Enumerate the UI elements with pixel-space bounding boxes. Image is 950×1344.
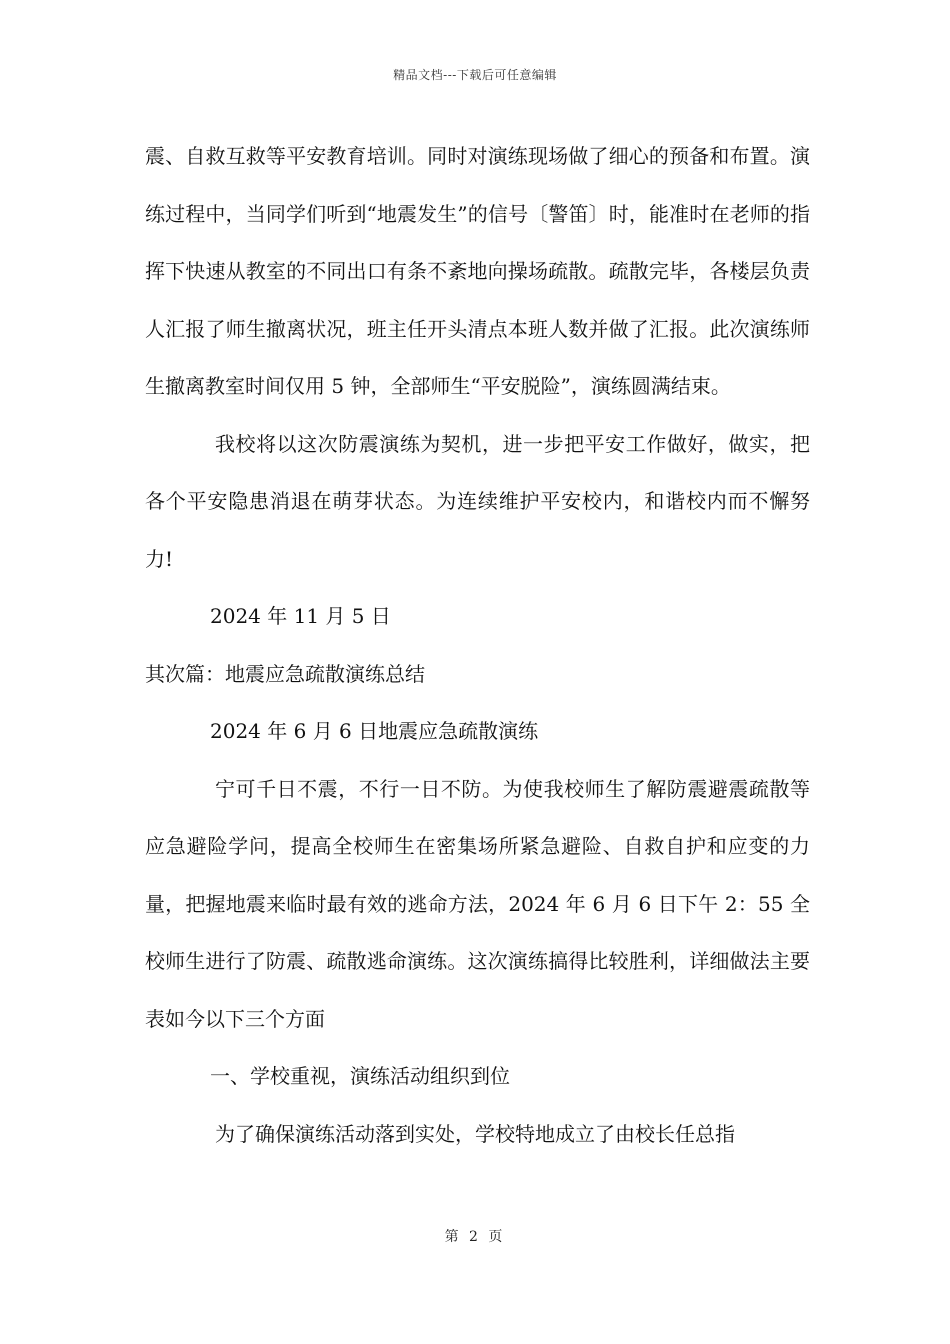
paragraph-organization: 为了确保演练活动落到实处，学校特地成立了由校长任总指 xyxy=(215,1121,735,1146)
paragraph-date: 2024 年 11 月 5 日 xyxy=(210,604,391,628)
document-body xyxy=(145,128,810,1163)
page-header: 精品文档---下载后可任意编辑 xyxy=(393,68,557,82)
section-heading-school-attention: 一、学校重视，演练活动组织到位 xyxy=(210,1064,510,1088)
page-number: 第 2 页 xyxy=(444,1229,506,1245)
section-heading-second-article: 其次篇：地震应急疏散演练总结 xyxy=(145,661,425,686)
paragraph-school-commitment: 我校将以这次防震演练为契机，进一步把平安工作做好，做实，把各个平安隐患消退在萌芽状态。为连续维护平安校内，和谐校内而不懈努力! xyxy=(145,431,810,571)
paragraph-drill-process: 震、自救互救等平安教育培训。同时对演练现场做了细心的预备和布置。演练过程中，当同学们听到“地震发生”的信号〔警笛〕时，能准时在老师的指挥下快速从教室的不同出口有条不紊地向操场疏散。疏散完毕，各楼层负责人汇报了师生撤离状况，班主任开头清点本班人数并做了汇报。此次演练师生撤离教室时间仅用 5 钟，全部师生“平安脱险”，演练圆满结束。 xyxy=(145,144,810,398)
paragraph-drill-title: 2024 年 6 月 6 日地震应急疏散演练 xyxy=(210,719,539,743)
paragraph-drill-intro: 宁可千日不震，不行一日不防。为使我校师生了解防震避震疏散等应急避险学问，提高全校师生在密集场所紧急避险、自救自护和应变的力量，把握地震来临时最有效的逃命方法，2024 年 6 月 6 日下午 2：55 全校师生进行了防震、疏散逃命演练。这次演练搞得比较胜利，详细做法主要表如今以下三个方面 xyxy=(145,776,810,1031)
